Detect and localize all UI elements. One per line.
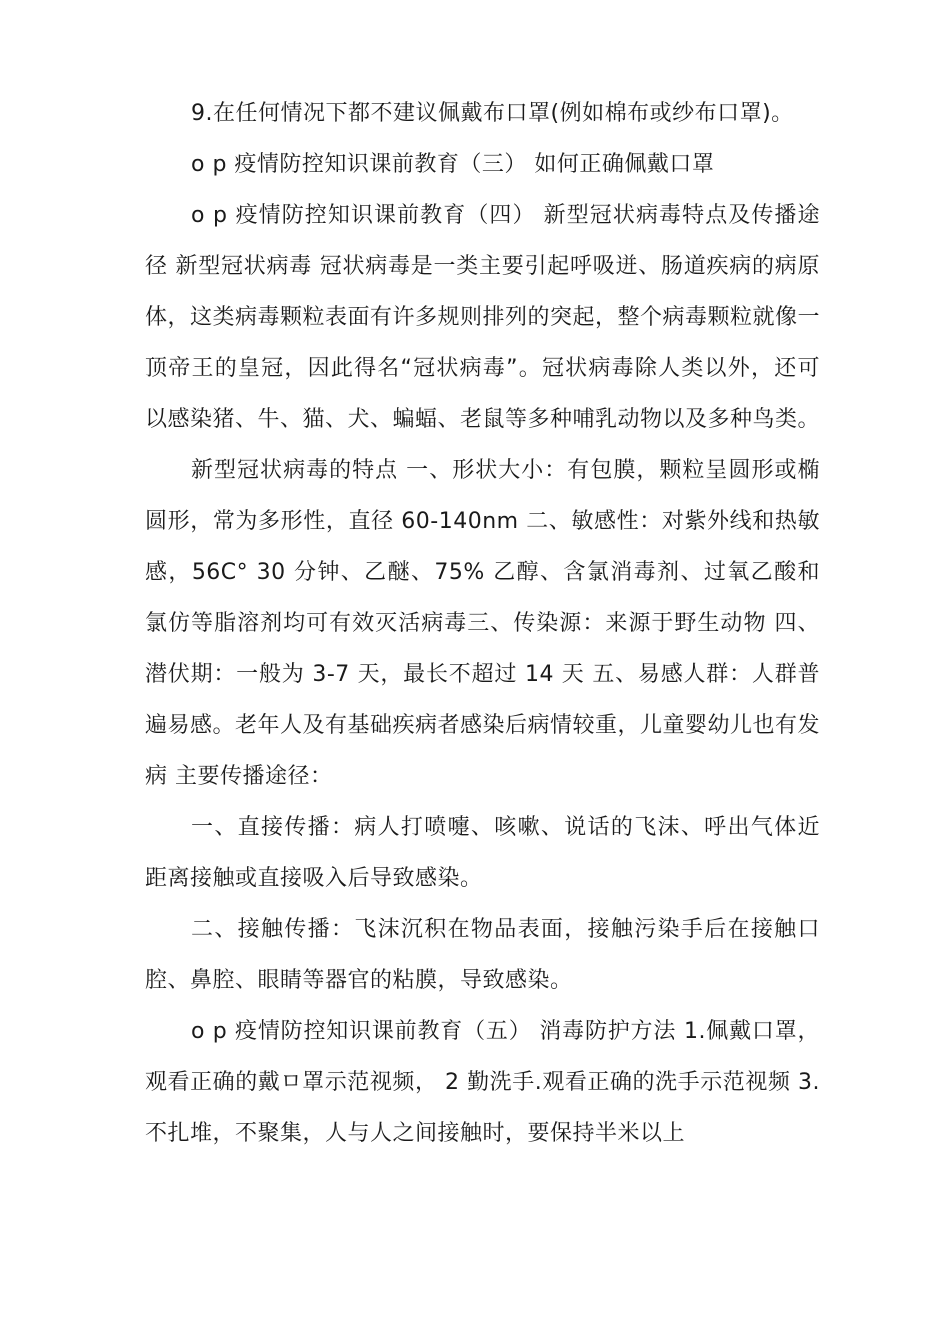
paragraph-contact-transmission: 二、接触传播：飞沫沉积在物品表面，接触污染手后在接触口腔、鼻腔、眼睛等器官的粘膜，导致感染。 xyxy=(145,917,820,993)
document-page xyxy=(145,88,820,1159)
paragraph-direct-transmission: 一、直接传播：病人打喷嚏、咳嗽、说话的飞沫、呼出气体近距离接触或直接吸入后导致感染。 xyxy=(145,815,820,891)
paragraph-virus-features: 新型冠状病毒的特点 一、形状大小：有包膜，颗粒呈圆形或椭圆形，常为多形性，直径 60-140nm 二、敏感性：对紫外线和热敏感，56C° 30 分钟、乙醚、75% 乙醇、含氯消毒剂、过氧乙酸和氯仿等脂溶剂均可有效灭活病毒三、传染源：来源于野生动物 四、潜伏期：一般为 3-7 天，最长不超过 14 天 五、易感人群：人群普遍易感。老年人及有基础疾病者感染后病情较重，儿童婴幼儿也有发病 主要传播途径： xyxy=(145,458,821,789)
paragraph-lesson-three: o p 疫情防控知识课前教育（三） 如何正确佩戴口罩 xyxy=(191,152,715,177)
paragraph-lesson-five: o p 疫情防控知识课前教育（五） 消毒防护方法 1.佩戴口罩，观看正确的戴ㅁ罩示范视频， 2 勤洗手.观看正确的洗手示范视频 3.不扎堆，不聚集，人与人之间接触时，要保持半米以上 xyxy=(145,1019,820,1146)
paragraph-lesson-four: o p 疫情防控知识课前教育（四） 新型冠状病毒特点及传播途径 新型冠状病毒 冠状病毒是一类主要引起呼吸迸、肠道疾病的病原体，这类病毒颗粒表面有许多规则排列的突起，整个病毒颗粒就像一顶帝王的皇冠，因此得名“冠状病毒”。冠状病毒除人类以外，还可以感染猪、牛、猫、犬、蝙蝠、老鼠等多种哺乳动物以及多种鸟类。 xyxy=(145,203,821,432)
paragraph-mask-advice: 9.在任何情况下都不建议佩戴布口罩(例如棉布或纱布口罩)。 xyxy=(191,101,794,126)
